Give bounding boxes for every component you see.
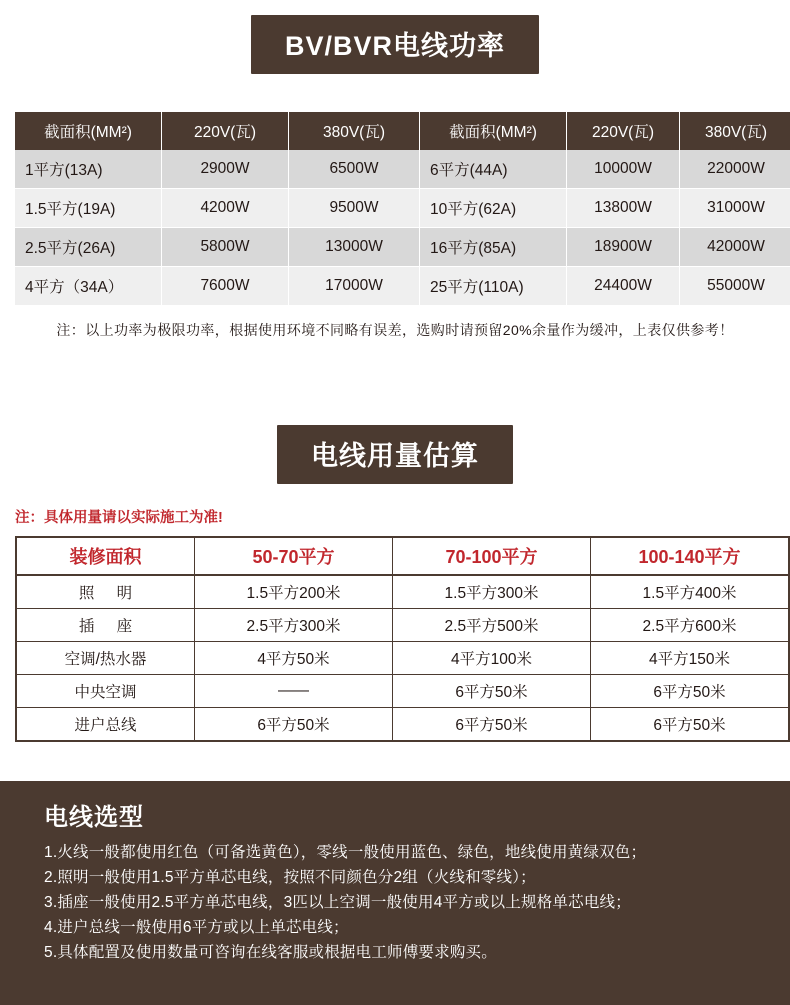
- usage-cell-0-2: 1.5平方300米: [393, 575, 591, 609]
- power-section: [0, 0, 790, 340]
- power-cell-0-2: 6500W: [289, 150, 420, 189]
- power-cell-2-3: 16平方(85A): [420, 228, 567, 267]
- power-cell-0-0: 1平方(13A): [15, 150, 162, 189]
- power-cell-1-3: 10平方(62A): [420, 189, 567, 228]
- power-section-title: BV/BVR电线功率: [251, 15, 539, 74]
- usage-header-cell-2: 70-100平方: [393, 537, 591, 575]
- usage-banner-wrap: [0, 425, 790, 484]
- list-item: 5.具体配置及使用数量可咨询在线客服或根据电工师傅要求购买。: [44, 944, 497, 961]
- power-cell-0-5: 22000W: [680, 150, 790, 189]
- usage-cell-3-0: 中央空调: [16, 675, 195, 708]
- power-header-cell-2: 380V(瓦): [289, 112, 420, 150]
- usage-cell-3-2: 6平方50米: [393, 675, 591, 708]
- usage-cell-4-2: 6平方50米: [393, 708, 591, 742]
- power-cell-1-0: 1.5平方(19A): [15, 189, 162, 228]
- list-item: 2.照明一般使用1.5平方单芯电线，按照不同颜色分2组（火线和零线）；: [44, 869, 536, 886]
- power-cell-3-5: 55000W: [680, 267, 790, 306]
- table-row: [15, 228, 790, 267]
- usage-cell-4-0: 进户总线: [16, 708, 195, 742]
- power-cell-2-1: 5800W: [162, 228, 289, 267]
- usage-cell-2-2: 4平方100米: [393, 642, 591, 675]
- power-cell-1-5: 31000W: [680, 189, 790, 228]
- power-cell-3-1: 7600W: [162, 267, 289, 306]
- usage-cell-2-1: 4平方50米: [195, 642, 393, 675]
- usage-header-cell-1: 50-70平方: [195, 537, 393, 575]
- usage-cell-2-3: 4平方150米: [591, 642, 790, 675]
- table-row: [16, 609, 789, 642]
- usage-cell-4-1: 6平方50米: [195, 708, 393, 742]
- power-header-cell-3: 截面积(MM²): [420, 112, 567, 150]
- selection-guide-list: [44, 840, 766, 965]
- power-cell-1-1: 4200W: [162, 189, 289, 228]
- power-cell-3-0: 4平方（34A）: [15, 267, 162, 306]
- usage-cell-3-3: 6平方50米: [591, 675, 790, 708]
- table-row: [16, 708, 789, 742]
- power-header-cell-4: 220V(瓦): [567, 112, 680, 150]
- power-cell-1-2: 9500W: [289, 189, 420, 228]
- list-item: 1.火线一般都使用红色（可备选黄色），零线一般使用蓝色、绿色，地线使用黄绿双色；: [44, 844, 647, 861]
- power-cell-3-2: 17000W: [289, 267, 420, 306]
- power-cell-2-5: 42000W: [680, 228, 790, 267]
- usage-cell-0-3: 1.5平方400米: [591, 575, 790, 609]
- usage-note: 注：具体用量请以实际施工为准!: [15, 510, 223, 526]
- power-header-cell-1: 220V(瓦): [162, 112, 289, 150]
- selection-guide-title: 电线选型: [44, 804, 144, 831]
- usage-cell-1-2: 2.5平方500米: [393, 609, 591, 642]
- list-item: 3.插座一般使用2.5平方单芯电线，3匹以上空调一般使用4平方或以上规格单芯电线；: [44, 894, 631, 911]
- power-cell-0-4: 10000W: [567, 150, 680, 189]
- table-row: [16, 675, 789, 708]
- usage-cell-1-0: 插 座: [16, 609, 195, 642]
- table-row: [15, 267, 790, 306]
- usage-cell-3-1: ——: [195, 675, 393, 708]
- table-row: [16, 642, 789, 675]
- power-header-cell-5: 380V(瓦): [680, 112, 790, 150]
- power-banner-wrap: [0, 15, 790, 74]
- power-cell-2-4: 18900W: [567, 228, 680, 267]
- power-cell-3-4: 24400W: [567, 267, 680, 306]
- table-row: [16, 575, 789, 609]
- usage-section-title: 电线用量估算: [277, 425, 513, 484]
- selection-guide-section: [0, 781, 790, 1005]
- table-row: [15, 189, 790, 228]
- usage-cell-0-0: 照 明: [16, 575, 195, 609]
- power-cell-0-1: 2900W: [162, 150, 289, 189]
- usage-cell-2-0: 空调/热水器: [16, 642, 195, 675]
- usage-header-cell-0: 装修面积: [16, 537, 195, 575]
- power-table: [15, 112, 790, 306]
- power-cell-0-3: 6平方(44A): [420, 150, 567, 189]
- usage-cell-0-1: 1.5平方200米: [195, 575, 393, 609]
- usage-cell-4-3: 6平方50米: [591, 708, 790, 742]
- usage-header-cell-3: 100-140平方: [591, 537, 790, 575]
- power-cell-3-3: 25平方(110A): [420, 267, 567, 306]
- power-cell-1-4: 13800W: [567, 189, 680, 228]
- power-cell-2-0: 2.5平方(26A): [15, 228, 162, 267]
- power-table-note: 注：以上功率为极限功率，根据使用环境不同略有误差，选购时请预留20%余量作为缓冲，上表仅供参考！: [56, 322, 734, 338]
- usage-cell-1-1: 2.5平方300米: [195, 609, 393, 642]
- usage-table: [15, 536, 790, 742]
- table-row: [15, 150, 790, 189]
- list-item: 4.进户总线一般使用6平方或以上单芯电线；: [44, 919, 349, 936]
- usage-section: [0, 425, 790, 742]
- power-header-cell-0: 截面积(MM²): [15, 112, 162, 150]
- power-table-header-row: [15, 112, 790, 150]
- usage-cell-1-3: 2.5平方600米: [591, 609, 790, 642]
- power-cell-2-2: 13000W: [289, 228, 420, 267]
- usage-table-header-row: [16, 537, 789, 575]
